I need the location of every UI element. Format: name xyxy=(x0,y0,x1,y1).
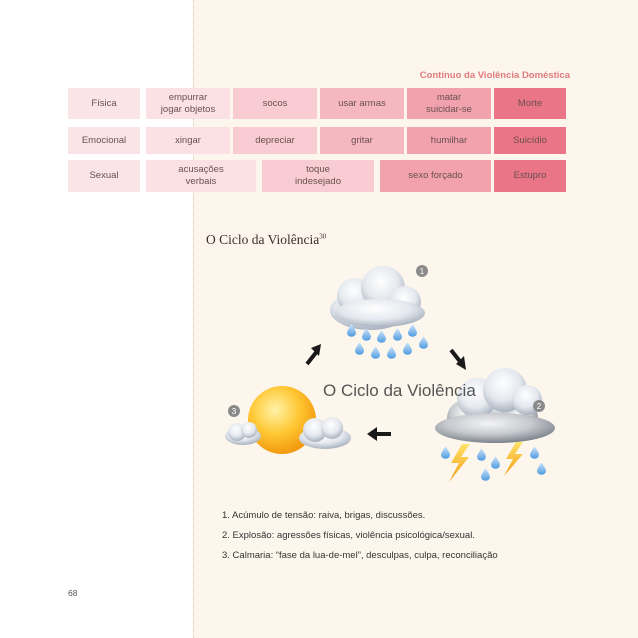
diagram-center-title: O Ciclo da Violência xyxy=(323,381,476,400)
rain-cloud-icon xyxy=(330,266,428,359)
page-number: 68 xyxy=(68,588,78,598)
step-badge-2 xyxy=(533,400,545,412)
legend-item-3: 3. Calmaria: “fase da lua-de-mel”, desculpas, culpa, reconciliação xyxy=(222,550,498,561)
step-number-2: 2 xyxy=(536,402,542,411)
cell-fisica-2: socos xyxy=(233,88,317,119)
continuum-title: Contínuo da Violência Doméstica xyxy=(419,70,570,81)
cell-emocional-2: depreciar xyxy=(233,127,317,154)
section-title-text: O Ciclo da Violência xyxy=(206,232,320,247)
legend-item-2: 2. Explosão: agressões físicas, violência psicológica/sexual. xyxy=(222,530,475,541)
cell-fisica-4: matar suicidar-se xyxy=(407,88,491,119)
step-number-3: 3 xyxy=(231,407,237,416)
arrow-down-right-icon xyxy=(451,350,466,370)
step-number-1: 1 xyxy=(419,267,425,276)
section-title xyxy=(206,232,326,248)
cell-emocional-3: gritar xyxy=(320,127,404,154)
arrow-up-right-icon xyxy=(307,344,321,364)
cell-fisica-3: usar armas xyxy=(320,88,404,119)
cell-fisica-1: empurrar jogar objetos xyxy=(146,88,230,119)
cell-emocional-4: humilhar xyxy=(407,127,491,154)
cell-emocional-5: Suicídio xyxy=(494,127,566,154)
cell-emocional-1: xingar xyxy=(146,127,230,154)
row-label-emocional: Emocional xyxy=(68,127,140,154)
cycle-diagram xyxy=(215,258,560,493)
footnote-marker: 30 xyxy=(319,232,327,241)
step-badge-3 xyxy=(228,405,240,417)
cell-sexual-1: acusações verbais xyxy=(146,160,256,192)
legend-item-1: 1. Acúmulo de tensão: raiva, brigas, discussões. xyxy=(222,510,426,521)
cell-fisica-5: Morte xyxy=(494,88,566,119)
step-badge-1 xyxy=(416,265,428,277)
cell-sexual-4: Estupro xyxy=(494,160,566,192)
row-label-fisica: Física xyxy=(68,88,140,119)
cell-sexual-2: toque indesejado xyxy=(262,160,374,192)
row-label-sexual: Sexual xyxy=(68,160,140,192)
cell-sexual-3: sexo forçado xyxy=(380,160,491,192)
arrow-left-icon xyxy=(367,427,391,441)
